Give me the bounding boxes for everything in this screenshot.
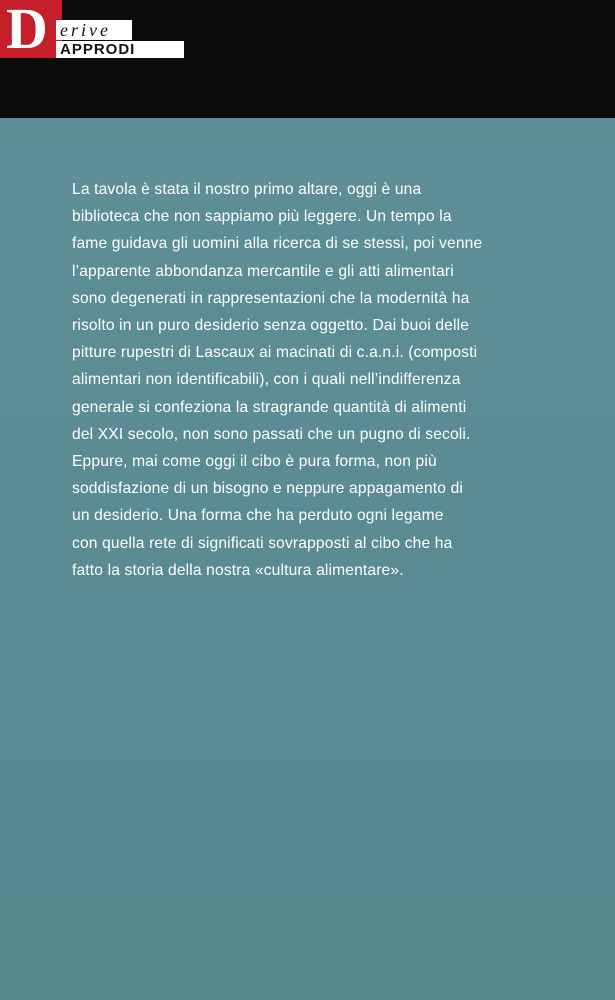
logo-approdi-text: APPRODI [56, 41, 184, 58]
blurb-line: pitture rupestri di Lascaux ai macinati di c.a.n.i. (composti [72, 344, 478, 362]
blurb-line: biblioteca che non sappiamo più leggere. Un tempo la [72, 208, 452, 226]
blurb-line: fatto la storia della nostra «cultura alimentare». [72, 561, 404, 579]
blurb-line: sono degenerati in rappresentazioni che la modernità ha [72, 289, 470, 307]
blurb-line: l’apparente abbondanza mercantile e gli atti alimentari [72, 262, 454, 280]
blurb-line: generale si confeziona la stragrande quantità di alimenti [72, 398, 467, 416]
blurb-line: alimentari non identificabili), con i quali nell’indifferenza [72, 371, 461, 389]
blurb-line: fame guidava gli uomini alla ricerca di se stessi, poi venne [72, 235, 483, 253]
blurb-line: Eppure, mai come oggi il cibo è pura forma, non più [72, 453, 437, 471]
logo-derive-text: erive [56, 20, 132, 40]
blurb-line: risolto in un puro desiderio senza oggetto. Dai buoi delle [72, 317, 470, 335]
publisher-logo [0, 0, 184, 61]
blurb-line: soddisfazione di un bisogno e neppure appagamento di [72, 480, 464, 498]
logo-initial: D [6, 0, 48, 61]
blurb-line: un desiderio. Una forma che ha perduto ogni legame [72, 507, 444, 525]
blurb-line: La tavola è stata il nostro primo altare, oggi è una [72, 181, 422, 198]
back-cover-blurb [72, 176, 562, 584]
blurb-line: con quella rete di significati sovrapposti al cibo che ha [72, 534, 453, 552]
blurb-line: del XXI secolo, non sono passati che un pugno di secoli. [72, 425, 471, 443]
